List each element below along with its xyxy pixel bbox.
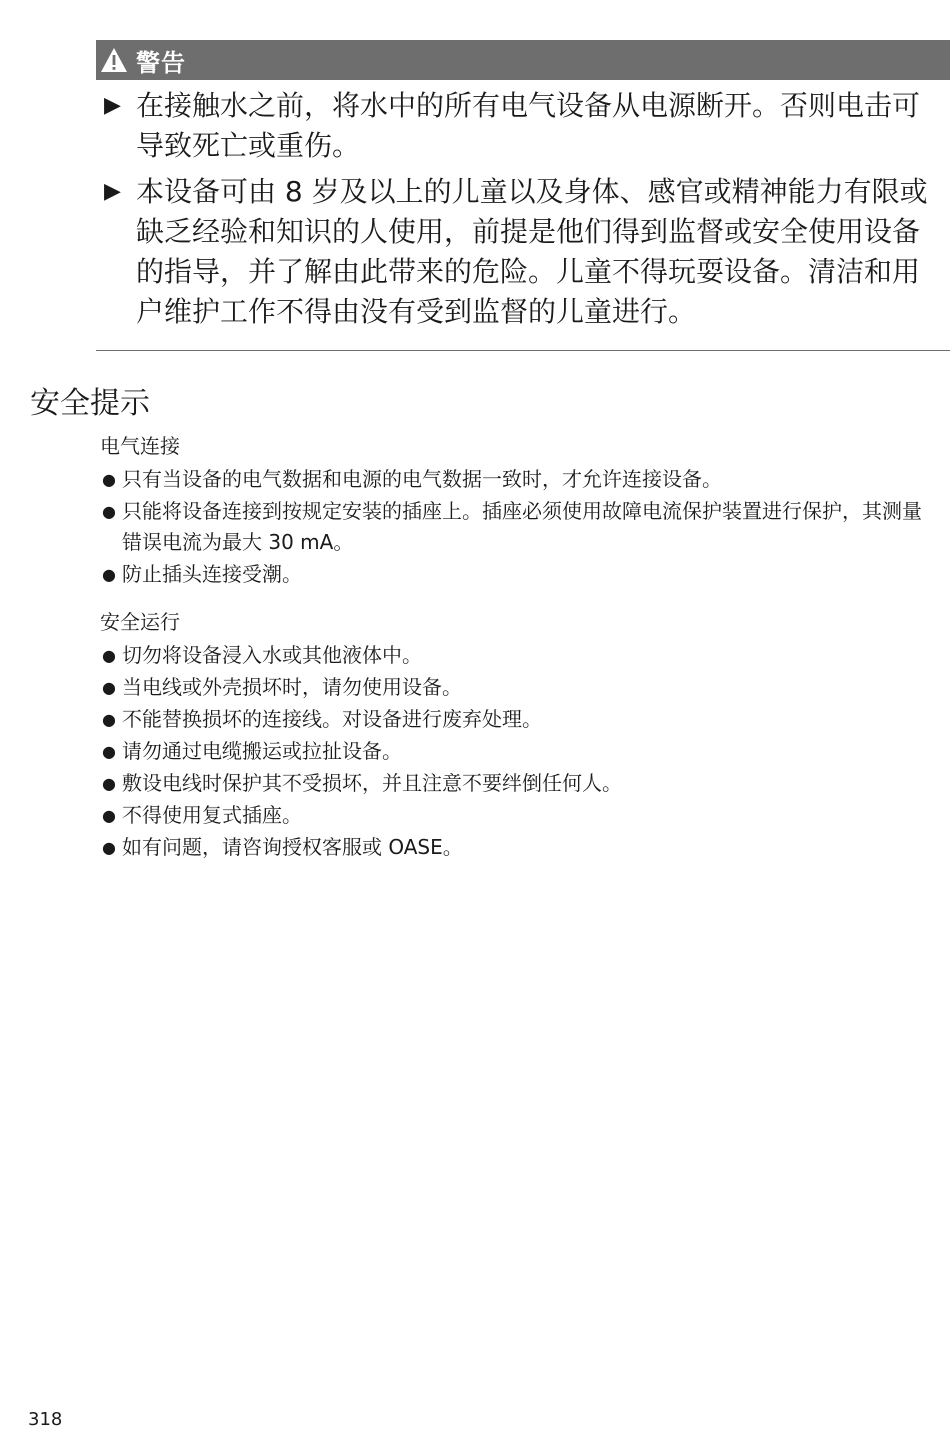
list-item [100,800,930,831]
list-item [100,736,930,767]
triangle-right-icon: ▶ [104,179,121,204]
bullet-icon: ● [102,470,116,489]
list-item-text: 切勿将设备浸入水或其他液体中。 [122,643,422,667]
safe-operation-section [100,608,930,864]
warning-title: 警告 [136,48,186,77]
bullet-icon: ● [102,565,116,584]
warning-triangle-icon [100,46,128,74]
bullet-icon: ● [102,774,116,793]
warning-item [96,172,950,332]
bullet-icon: ● [102,838,116,857]
list-item-text: 请勿通过电缆搬运或拉扯设备。 [122,739,402,763]
list-item [100,464,930,495]
bullet-icon: ● [102,710,116,729]
warning-divider [96,350,950,351]
warning-list [96,80,950,346]
list-item-text: 敷设电线时保护其不受损坏，并且注意不要绊倒任何人。 [122,771,622,795]
warning-item [96,86,950,166]
warning-header [96,40,950,80]
list-item [100,496,930,558]
list-item-text: 只能将设备连接到按规定安装的插座上。插座必须使用故障电流保护装置进行保护，其测量错误电流为最大 30 mA。 [122,499,922,554]
subsection-title: 电气连接 [100,434,180,458]
list-item-text: 当电线或外壳损坏时，请勿使用设备。 [122,675,462,699]
bullet-icon: ● [102,742,116,761]
list-item [100,640,930,671]
triangle-right-icon: ▶ [104,93,121,118]
list-item [100,559,930,590]
bullet-icon: ● [102,646,116,665]
list-item-text: 防止插头连接受潮。 [122,562,302,586]
page-number: 318 [28,1409,63,1430]
list-item [100,672,930,703]
section-title: 安全提示 [30,386,150,421]
electrical-connection-section [100,432,930,591]
bullet-list [100,464,930,590]
list-item [100,704,930,735]
warning-item-text: 本设备可由 8 岁及以上的儿童以及身体、感官或精神能力有限或缺乏经验和知识的人使用，前提是他们得到监督或安全使用设备的指导，并了解由此带来的危险。儿童不得玩耍设备。清洁和用户维护工作不得由没有受到监督的儿童进行。 [136,175,928,328]
bullet-icon: ● [102,678,116,697]
list-item-text: 不得使用复式插座。 [122,803,302,827]
list-item [100,832,930,863]
list-item-text: 如有问题，请咨询授权客服或 OASE。 [122,835,463,859]
list-item [100,768,930,799]
list-item-text: 不能替换损坏的连接线。对设备进行废弃处理。 [122,707,542,731]
warning-item-text: 在接触水之前，将水中的所有电气设备从电源断开。否则电击可导致死亡或重伤。 [136,89,921,162]
list-item-text: 只有当设备的电气数据和电源的电气数据一致时，才允许连接设备。 [122,467,722,491]
bullet-icon: ● [102,806,116,825]
subsection-title: 安全运行 [100,610,180,634]
bullet-icon: ● [102,502,116,521]
bullet-list [100,640,930,863]
warning-box [96,40,950,351]
